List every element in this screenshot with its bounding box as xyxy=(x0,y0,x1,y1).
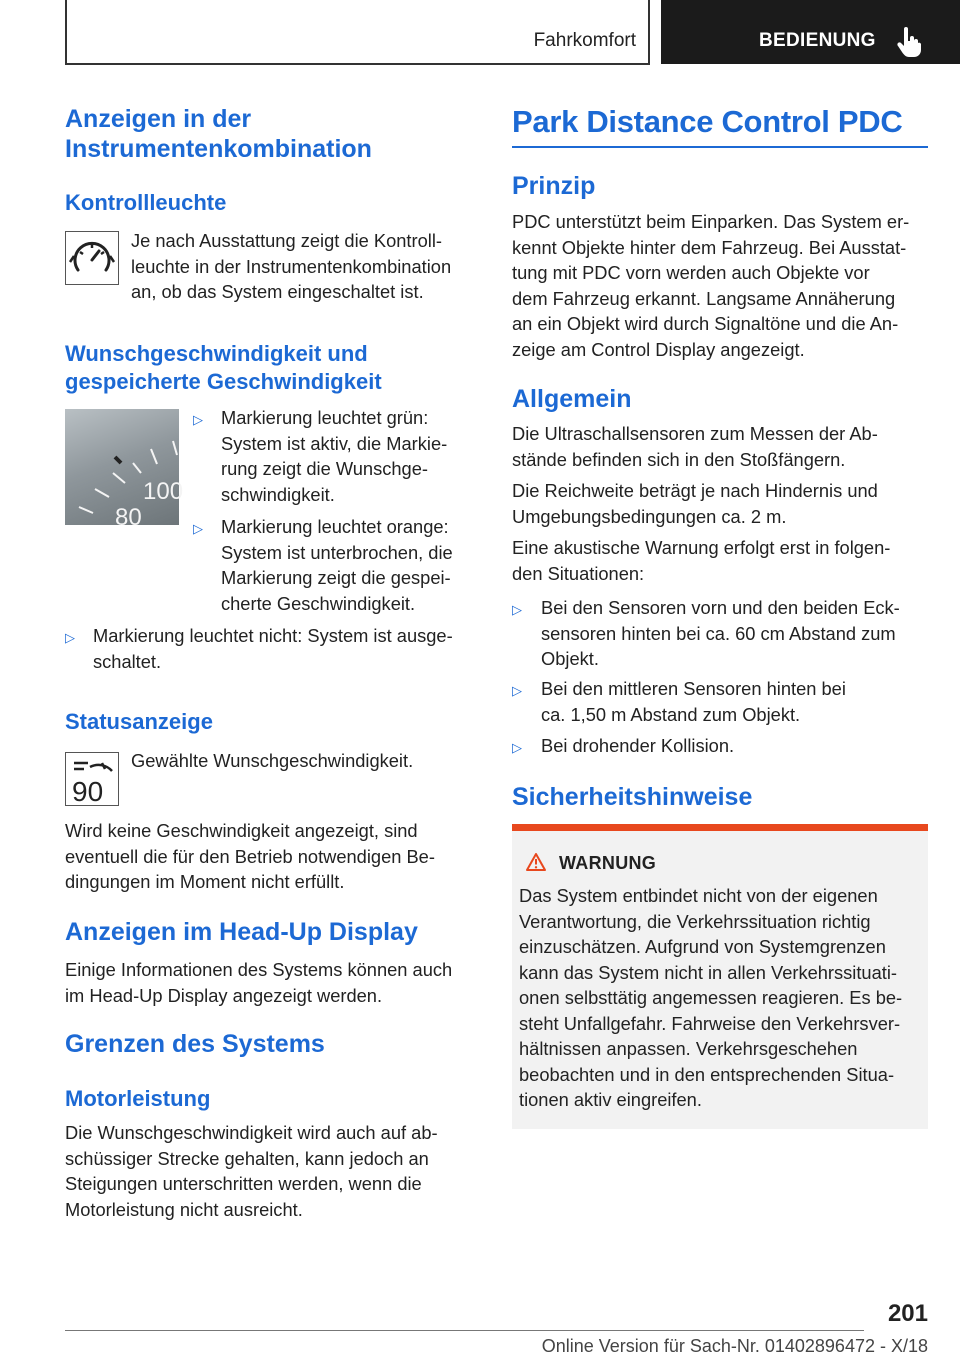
allgemein-paragraph-1 xyxy=(512,421,928,472)
heading-text: Anzeigen in der Instrumentenkombination xyxy=(65,105,372,163)
heading-grenzen: Grenzen des Systems xyxy=(65,1030,325,1058)
heading-park-distance-control: Park Distance Control PDC xyxy=(512,104,903,139)
text-line: Je nach Ausstattung zeigt die Kontroll- xyxy=(131,230,442,251)
page-number: 201 xyxy=(887,1300,928,1327)
text-line: leuchte in der Instrumentenkombination xyxy=(131,255,452,277)
text-line: sensoren hinten bei ca. 60 cm Abstand zum xyxy=(541,622,896,644)
text-line: Bei drohender Kollision. xyxy=(541,735,735,756)
speed-90-icon xyxy=(65,752,119,806)
heading-line: Wunschgeschwindigkeit und xyxy=(65,341,368,366)
text-line: Wird keine Geschwindigkeit angezeigt, sind xyxy=(65,820,418,841)
heading-rule xyxy=(512,146,928,148)
warning-title: WARNUNG xyxy=(559,853,657,873)
text-line: schaltet. xyxy=(93,650,162,672)
text-line: Markierung zeigt die gespei- xyxy=(221,567,451,588)
list-item xyxy=(221,405,475,507)
text-line: steht Unfallgefahr. Fahrweise den Verkehrsver- xyxy=(519,1012,901,1034)
prinzip-text xyxy=(512,209,928,362)
triangle-bullet-icon: ▷ xyxy=(512,740,522,755)
text-line: tung mit PDC vorn werden auch Objekte vor xyxy=(512,262,870,283)
text-line: Bei den mittleren Sensoren hinten bei xyxy=(541,678,846,699)
text-line: Markierung leuchtet orange: xyxy=(221,516,449,537)
speedometer-warning-icon xyxy=(65,231,119,285)
text-line: kann das System nicht in allen Verkehrssituati- xyxy=(519,961,897,983)
text-line: onen selbsttätig angemessen reagieren. Es be- xyxy=(519,987,903,1008)
text-line: System ist aktiv, die Markie- xyxy=(221,432,448,454)
header-tab-label: BEDIENUNG xyxy=(759,30,876,51)
triangle-bullet-icon: ▷ xyxy=(193,521,203,536)
text-line: Markierung leuchtet grün: xyxy=(221,407,429,428)
triangle-bullet-icon: ▷ xyxy=(512,683,522,698)
text-line: Einige Informationen des Systems können auch xyxy=(65,959,453,980)
text-line: stände befinden sich in den Stoßfängern. xyxy=(512,448,846,470)
warning-bar xyxy=(512,824,928,831)
list-item xyxy=(541,595,928,672)
text-line: dem Fahrzeug erkannt. Langsame Annäherung xyxy=(512,287,896,309)
list-item xyxy=(541,733,928,759)
triangle-bullet-icon: ▷ xyxy=(512,602,522,617)
text-line: Umgebungsbedingungen ca. 2 m. xyxy=(512,505,787,527)
text-line: cherte Geschwindigkeit. xyxy=(221,592,416,614)
heading-line: gespeicherte Geschwindigkeit xyxy=(65,369,382,394)
text-line: kennt Objekte hinter dem Fahrzeug. Bei Ausstat- xyxy=(512,236,907,258)
text-line: einzuschätzen. Aufgrund von Systemgrenzen xyxy=(519,936,886,957)
heading-kontrollleuchte: Kontrollleuchte xyxy=(65,190,227,215)
text-line: Die Reichweite beträgt je nach Hindernis und xyxy=(512,480,878,501)
gauge-label-100: 100 xyxy=(143,478,184,505)
text-line: PDC unterstützt beim Einparken. Das System er- xyxy=(512,211,910,232)
heading-sicherheitshinweise: Sicherheitshinweise xyxy=(512,783,753,811)
heading-anzeigen-instrumentenkombination xyxy=(65,104,465,164)
text-line: im Head-Up Display angezeigt werden. xyxy=(65,984,383,1006)
text-line: Bei den Sensoren vorn und den beiden Eck- xyxy=(541,597,900,618)
header-rule-bottom xyxy=(65,63,650,65)
speed-value: 90 xyxy=(72,776,104,807)
list-item xyxy=(93,623,475,674)
warning-triangle-icon xyxy=(525,852,547,872)
text-line: ca. 1,50 m Abstand zum Objekt. xyxy=(541,703,801,725)
header-rule-left xyxy=(65,0,67,64)
text-line: Motorleistung nicht ausreicht. xyxy=(65,1198,303,1220)
status-paragraph xyxy=(65,818,475,895)
allgemein-paragraph-3 xyxy=(512,535,928,586)
header-rule-mid xyxy=(648,0,650,64)
list-item xyxy=(221,514,475,616)
heading-wunschgeschwindigkeit xyxy=(65,340,382,396)
gauge-label-80: 80 xyxy=(115,504,142,531)
text-line: rung zeigt die Wunschge- xyxy=(221,458,428,479)
heading-statusanzeige: Statusanzeige xyxy=(65,709,213,734)
header-section-label: Fahrkomfort xyxy=(533,30,636,51)
text-line: Markierung leuchtet nicht: System ist ausge- xyxy=(93,625,453,646)
gauge-image xyxy=(65,409,184,531)
warning-box xyxy=(512,831,928,1129)
heading-allgemein: Allgemein xyxy=(512,385,632,413)
text-line: Die Ultraschallsensoren zum Messen der Ab- xyxy=(512,423,878,444)
text-line: Das System entbindet nicht von der eigenen xyxy=(519,885,878,906)
text-line: schüssiger Strecke gehalten, kann jedoch an xyxy=(65,1147,429,1169)
warning-text xyxy=(519,883,923,1113)
kontroll-text xyxy=(131,228,471,305)
text-line: zeige am Control Display angezeigt. xyxy=(512,338,805,360)
text-line: Steigungen unterschritten werden, wenn die xyxy=(65,1173,422,1194)
hud-text xyxy=(65,957,475,1008)
motor-text xyxy=(65,1120,475,1222)
triangle-bullet-icon: ▷ xyxy=(65,630,75,645)
text-line: hältnissen anpassen. Verkehrsgeschehen xyxy=(519,1038,858,1059)
triangle-bullet-icon: ▷ xyxy=(193,412,203,427)
status-text: Gewählte Wunschgeschwindigkeit. xyxy=(131,750,414,771)
text-line: beobachten und in den entsprechenden Situa- xyxy=(519,1063,895,1085)
text-line: eventuell die für den Betrieb notwendigen Be- xyxy=(65,845,435,867)
text-line: an, ob das System eingeschaltet ist. xyxy=(131,281,424,302)
footer-text: Online Version für Sach-Nr. 01402896472 - X/18 xyxy=(541,1336,928,1356)
text-line: tionen aktiv eingreifen. xyxy=(519,1089,702,1110)
footer-rule xyxy=(65,1330,864,1331)
text-line: Verantwortung, die Verkehrssituation richtig xyxy=(519,910,871,932)
allgemein-paragraph-2 xyxy=(512,478,928,529)
text-line: den Situationen: xyxy=(512,562,645,584)
header-tab xyxy=(661,0,960,64)
text-line: dingungen im Moment nicht erfüllt. xyxy=(65,871,345,892)
text-line: schwindigkeit. xyxy=(221,483,335,505)
text-line: Die Wunschgeschwindigkeit wird auch auf ab- xyxy=(65,1122,438,1143)
text-line: Objekt. xyxy=(541,648,599,669)
text-line: System ist unterbrochen, die xyxy=(221,541,453,563)
text-line: Eine akustische Warnung erfolgt erst in folgen- xyxy=(512,537,891,558)
heading-motorleistung: Motorleistung xyxy=(65,1086,211,1111)
list-item xyxy=(541,676,928,727)
hand-pointer-icon xyxy=(897,27,923,57)
heading-head-up-display: Anzeigen im Head-Up Display xyxy=(65,918,418,946)
heading-prinzip: Prinzip xyxy=(512,172,596,200)
text-line: an ein Objekt wird durch Signaltöne und die An- xyxy=(512,313,899,334)
